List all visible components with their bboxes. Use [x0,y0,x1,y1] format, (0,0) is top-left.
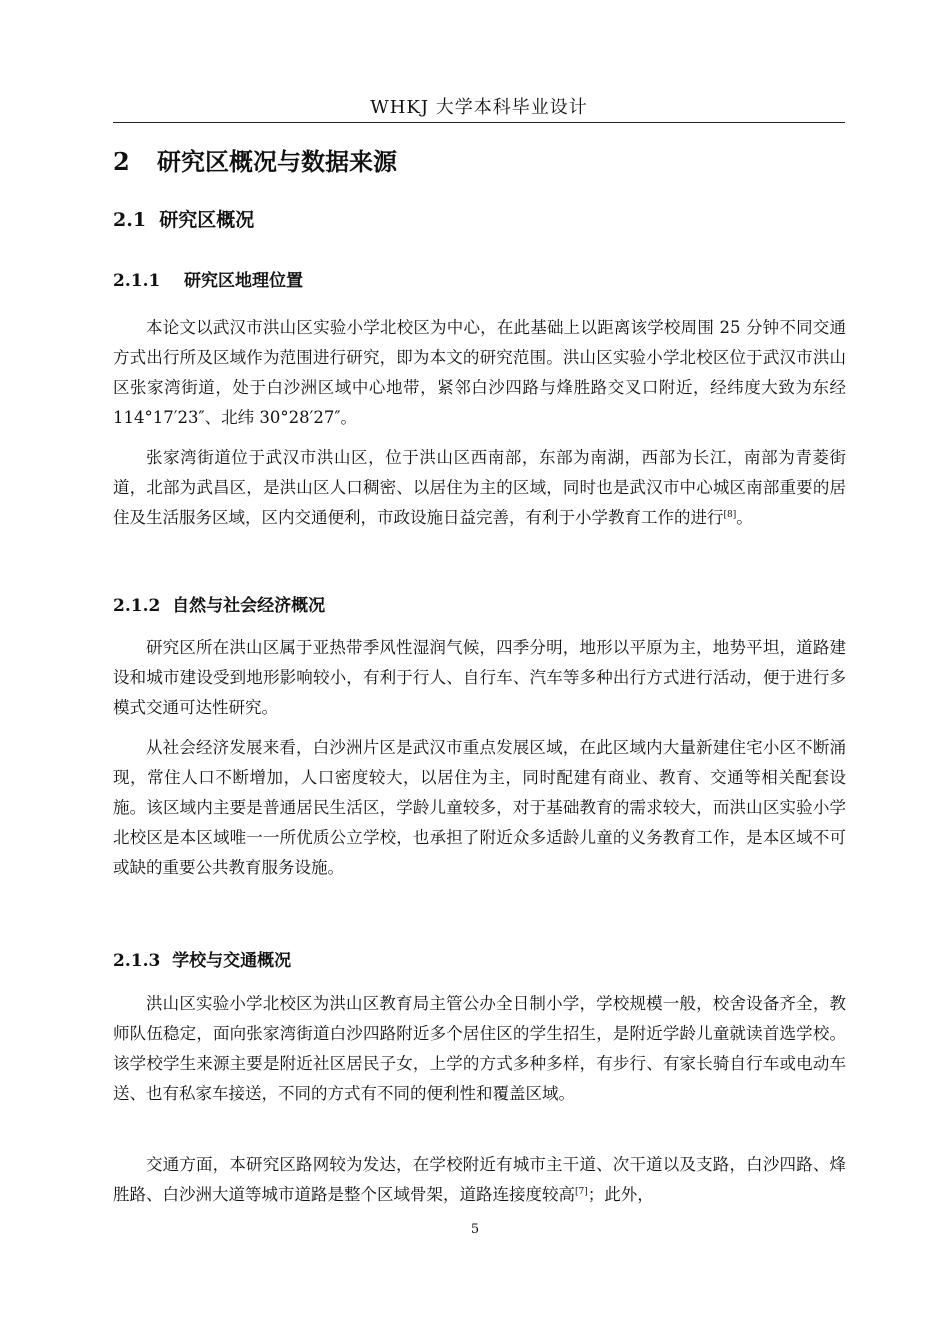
citation: [7] [575,1187,588,1197]
subsection-number: 2.1.3 [113,951,161,971]
section-title: 研究区概况 [159,209,255,231]
section-number: 2.1 [113,209,147,231]
chapter-heading [113,142,397,177]
header-rule [113,122,845,123]
page-header: WHKJ 大学本科毕业设计 [370,97,588,118]
subsection-heading-2-1-3 [113,946,291,971]
page-number: 5 [470,1222,480,1237]
paragraph [113,1150,846,1210]
citation: [8] [723,510,737,520]
subsection-title: 研究区地理位置 [184,271,304,291]
subsection-heading-2-1-1 [113,266,303,291]
paragraph-text: 交通方面，本研究区路网较为发达，在学校附近有城市主干道、次干道以及支路，白沙四路、烽胜路、白沙洲大道等城市道路是整个区域骨架，道路连接度较高 [113,1155,846,1204]
chapter-title: 研究区概况与数据来源 [157,148,397,176]
paragraph-text-end: ；此外， [587,1185,654,1204]
subsection-title: 学校与交通概况 [172,951,292,971]
chapter-number: 2 [113,147,130,176]
section-heading-2-1 [113,205,254,232]
paragraph [113,443,846,533]
paragraph-text-end: 。 [736,508,753,527]
paragraph: 从社会经济发展来看，白沙洲片区是武汉市重点发展区域，在此区域内大量新建住宅小区不断涌现，常住人口不断增加，人口密度较大，以居住为主，同时配建有商业、教育、交通等相关配套设施。该区域内主要是普通居民生活区，学龄儿童较多，对于基础教育的需求较大，而洪山区实验小学北校区是本区域唯一一所优质公立学校，也承担了附近众多适龄儿童的义务教育工作，是本区域不可或缺的重要公共教育服务设施。 [113,738,846,877]
subsection-number: 2.1.1 [113,271,161,291]
paragraph: 研究区所在洪山区属于亚热带季风性湿润气候，四季分明，地形以平原为主，地势平坦，道路建设和城市建设受到地形影响较小，有利于行人、自行车、汽车等多种出行方式进行活动，便于进行多模式交通可达性研究。 [113,638,846,717]
paragraph: 洪山区实验小学北校区为洪山区教育局主管公办全日制小学，学校规模一般，校舍设备齐全，教师队伍稳定，面向张家湾街道白沙四路附近多个居住区的学生招生，是附近学龄儿童就读首选学校。该学校学生来源主要是附近社区居民子女，上学的方式多种多样，有步行、有家长骑自行车或电动车送、也有私家车接送，不同的方式有不同的便利性和覆盖区域。 [113,994,846,1103]
paragraph: 本论文以武汉市洪山区实验小学北校区为中心，在此基础上以距离该学校周围 25 分钟不同交通方式出行所及区域作为范围进行研究，即为本文的研究范围。洪山区实验小学北校区位于武汉市洪山区张家湾街道，处于白沙洲区域中心地带，紧邻白沙四路与烽胜路交叉口附近，经纬度大致为东经 114°17′23″、北纬 30°28′27″。 [113,318,846,427]
subsection-title: 自然与社会经济概况 [172,596,326,616]
subsection-heading-2-1-2 [113,591,325,616]
paragraph-text: 张家湾街道位于武汉市洪山区，位于洪山区西南部，东部为南湖，西部为长江，南部为青菱街道，北部为武昌区，是洪山区人口稠密、以居住为主的区域，同时也是武汉市中心城区南部重要的居住及生活服务区域，区内交通便利，市政设施日益完善，有利于小学教育工作的进行 [113,448,846,527]
subsection-number: 2.1.2 [113,596,161,616]
